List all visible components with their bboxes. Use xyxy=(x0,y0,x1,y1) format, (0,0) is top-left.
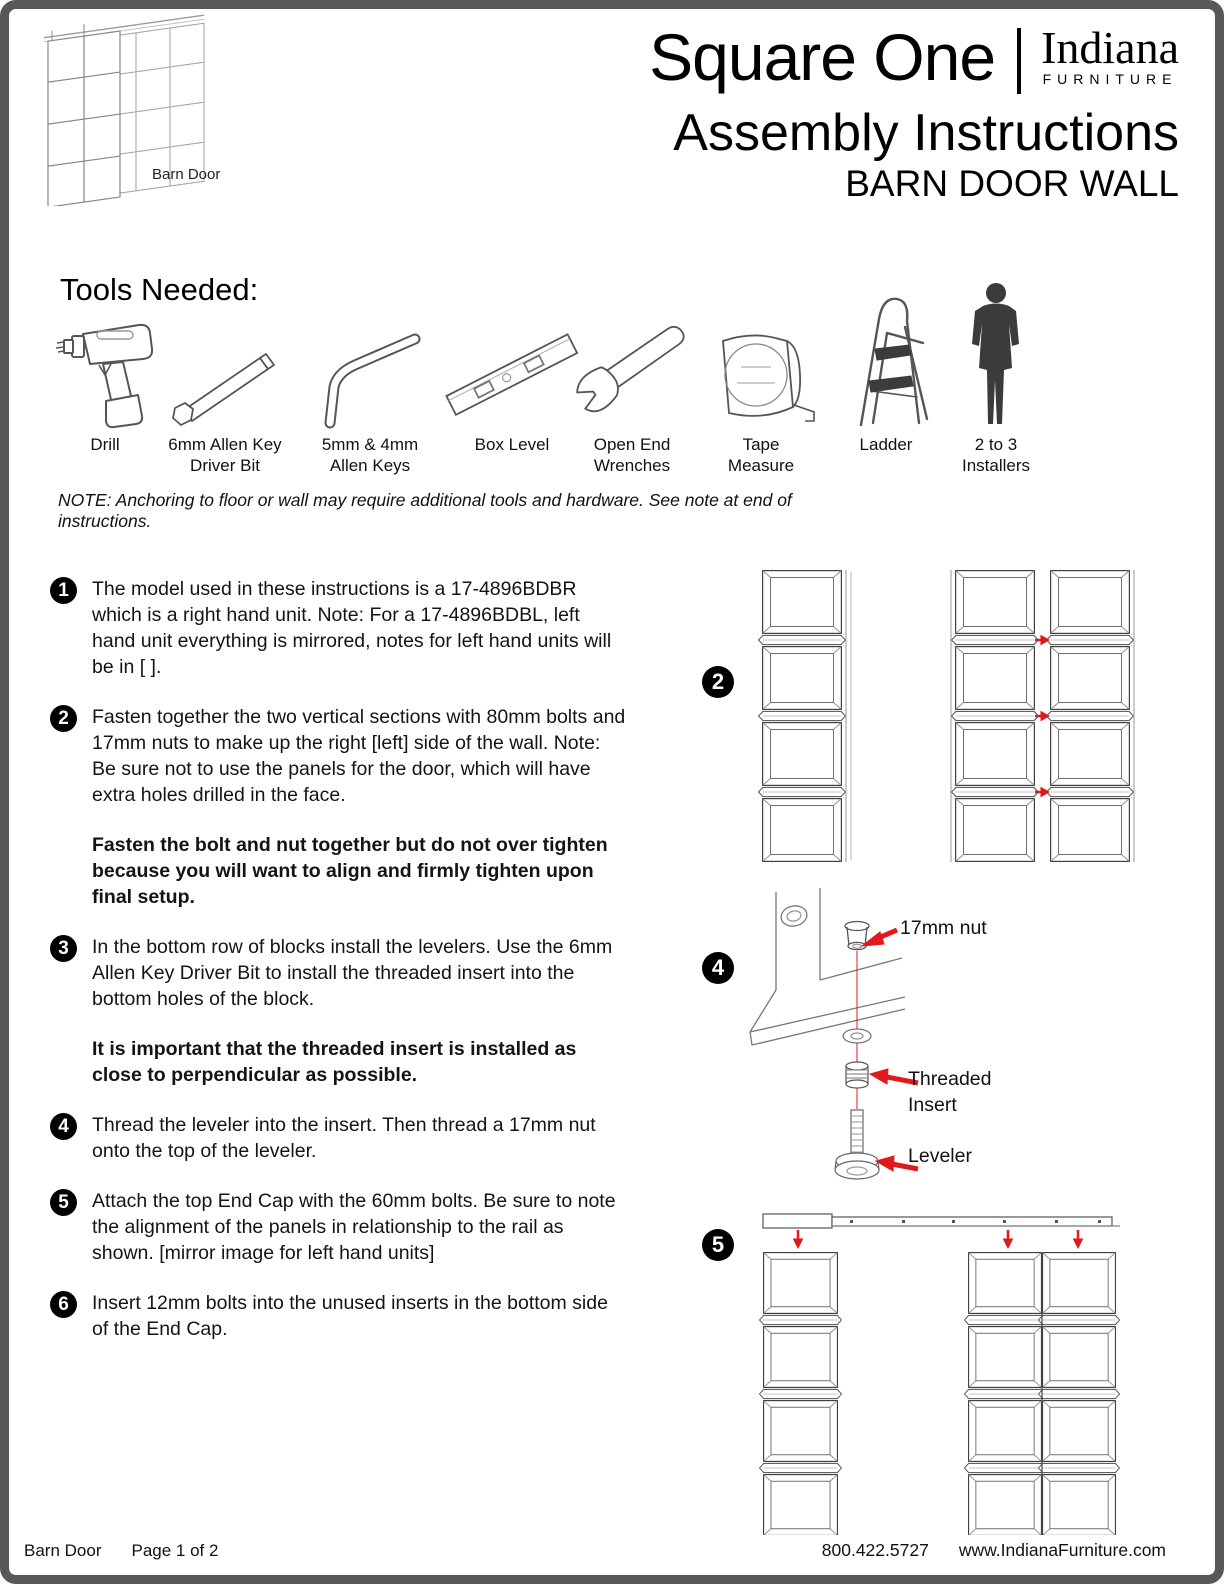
open-end-wrenches-icon xyxy=(557,300,707,430)
installers-icon xyxy=(921,300,1071,430)
tool-allen-driver-bit xyxy=(150,300,300,476)
threaded-insert-callout-label: Threaded Insert xyxy=(908,1068,992,1116)
brand-subname: FURNITURE xyxy=(1042,71,1178,87)
diagram-step-5 xyxy=(690,1190,1160,1540)
diagram-step-5-badge: 5 xyxy=(702,1229,734,1261)
tool-label: Drill xyxy=(90,435,120,454)
step-text: The model used in these instructions is a 17-4896BDBR which is a right hand unit. Note: For a 17-4896BDBL, left hand unit everything is mirrored, notes for left hand units will be in [ ]. xyxy=(92,578,612,678)
tool-label: 6mm Allen Key Driver Bit xyxy=(168,435,282,475)
diagram-step-2 xyxy=(690,550,1160,885)
step-number-badge: 2 xyxy=(50,705,77,732)
step-2 xyxy=(50,704,632,808)
tools-heading: Tools Needed: xyxy=(60,272,259,307)
barn-door-illustration-label: Barn Door xyxy=(152,166,221,183)
brand-divider xyxy=(1017,28,1021,94)
step-text: Insert 12mm bolts into the unused inserts in the bottom side of the End Cap. xyxy=(92,1292,608,1340)
step-5 xyxy=(50,1188,632,1266)
nut-callout-label: 17mm nut xyxy=(900,917,987,939)
step-text: In the bottom row of blocks install the levelers. Use the 6mm Allen Key Driver Bit to install the threaded insert into the bottom holes of the block. xyxy=(92,936,613,1010)
product-name: Square One xyxy=(649,20,996,94)
footer-website: www.IndianaFurniture.com xyxy=(958,1540,1166,1560)
step-text: Thread the leveler into the insert. Then thread a 17mm nut onto the top of the leveler. xyxy=(92,1114,596,1162)
footer-phone: 800.422.5727 xyxy=(821,1540,929,1560)
leveler-callout-label: Leveler xyxy=(908,1145,972,1167)
tool-label: 5mm & 4mm Allen Keys xyxy=(321,435,419,475)
footer-right xyxy=(822,1540,1166,1561)
tool-label: Open End Wrenches xyxy=(593,435,671,475)
step-number-badge: 4 xyxy=(50,1113,77,1140)
step-3 xyxy=(50,934,632,1012)
footer-left xyxy=(24,1541,218,1561)
diagram-step-4-badge: 4 xyxy=(702,952,734,984)
tool-label: 2 to 3 Installers xyxy=(961,435,1031,475)
step-3-warning: It is important that the threaded insert is installed as close to perpendicular as possible. xyxy=(92,1038,577,1086)
allen-key-driver-bit-icon xyxy=(150,300,300,430)
brand-name: Indiana xyxy=(1041,22,1179,73)
step-number-badge: 5 xyxy=(50,1189,77,1216)
tool-open-end-wrenches xyxy=(557,300,707,476)
footer-page-number: Page 1 of 2 xyxy=(131,1541,219,1560)
tool-installers xyxy=(921,300,1071,476)
tool-label: Tape Measure xyxy=(727,435,795,475)
tool-allen-keys xyxy=(295,300,445,476)
step-4 xyxy=(50,1112,632,1164)
step-number-badge: 1 xyxy=(50,577,77,604)
footer-doc-name: Barn Door xyxy=(24,1541,102,1560)
step-number-badge: 3 xyxy=(50,935,77,962)
step-2-warning: Fasten the bolt and nut together but do not over tighten because you will want to align and firmly tighten upon final setup. xyxy=(92,834,608,908)
step-number-badge: 6 xyxy=(50,1291,77,1318)
step-6 xyxy=(50,1290,632,1342)
step-text: Fasten together the two vertical sections with 80mm bolts and 17mm nuts to make up the right [left] side of the wall. Note: Be sure not to use the panels for the door, which will have extra holes drilled in the face. xyxy=(92,706,626,806)
document-subtitle: BARN DOOR WALL xyxy=(845,163,1179,204)
step-text: Attach the top End Cap with the 60mm bolts. Be sure to note the alignment of the panels in relationship to the rail as shown. [mirror image for left hand units] xyxy=(92,1190,616,1264)
brand-header xyxy=(649,20,1179,94)
tool-label: Ladder xyxy=(859,435,913,454)
tools-row xyxy=(0,300,1120,482)
brand-logo xyxy=(1041,22,1179,87)
diagram-step-2-badge: 2 xyxy=(702,666,734,698)
tools-note: NOTE: Anchoring to floor or wall may require additional tools and hardware. See note at end of instructions. xyxy=(58,490,792,531)
document-title: Assembly Instructions xyxy=(673,104,1179,162)
instruction-list xyxy=(50,576,632,1366)
step-1 xyxy=(50,576,632,680)
tool-label: Box Level xyxy=(474,435,550,454)
allen-keys-icon xyxy=(295,300,445,430)
